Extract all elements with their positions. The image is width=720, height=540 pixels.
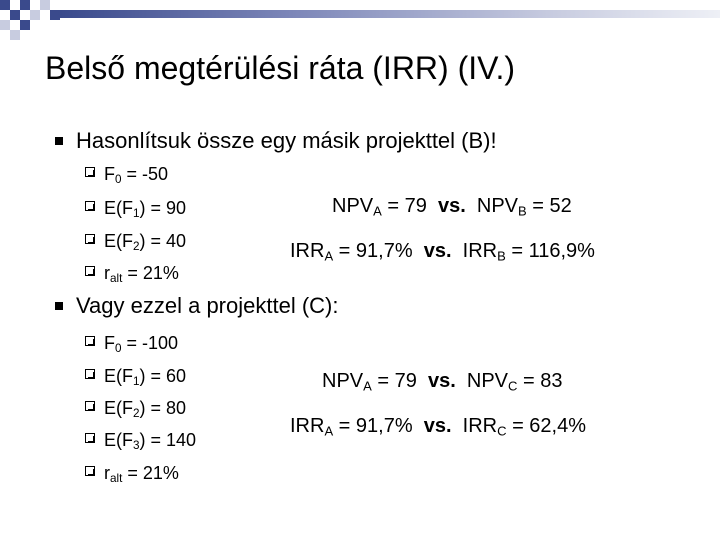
checkbox-bullet-icon (85, 201, 95, 211)
section-b-heading: Hasonlítsuk össze egy másik projekttel (B)! (76, 128, 497, 153)
npv-comparison-b: $NPV_A = 79$ vs. $NPV_B = 52$ (332, 195, 572, 219)
checkbox-bullet-icon (85, 266, 95, 276)
checkbox-bullet-icon (85, 433, 95, 443)
slide-title: Belső megtérülési ráta (IRR) (IV.) (45, 50, 516, 86)
checkbox-bullet-icon (85, 336, 95, 346)
square-bullet-icon (55, 302, 63, 310)
decorative-gradient-bar (60, 10, 720, 18)
irr-comparison-c: $IRR_A = 91,7\%$ vs. $IRR_C = 62,4\%$ (290, 415, 587, 439)
irr-comparison-b: $IRR_A = 91,7\%$ vs. $IRR_B = 116,9\%$ (290, 240, 595, 264)
checkbox-bullet-icon (85, 234, 95, 244)
list-item: $E(F_1) = 60$ (104, 366, 187, 388)
list-item: $r_{alt} = 21\%$ (104, 263, 179, 285)
square-bullet-icon (55, 137, 63, 145)
list-item: $E(F_2) = 80$ (104, 398, 187, 420)
checkbox-bullet-icon (85, 401, 95, 411)
list-item: $E(F_2) = 40$ (104, 231, 187, 253)
checkbox-bullet-icon (85, 167, 95, 177)
list-item: $E(F_1) = 90$ (104, 198, 187, 220)
checkbox-bullet-icon (85, 369, 95, 379)
npv-comparison-c: $NPV_A = 79$ vs. $NPV_C = 83$ (322, 370, 563, 394)
list-item: $r_{alt} = 21\%$ (104, 463, 179, 485)
list-item: $F_0 = -100$ (104, 333, 179, 355)
list-item: $E(F_3) = 140$ (104, 430, 197, 452)
section-c-heading: Vagy ezzel a projekttel (C): (76, 293, 339, 318)
checkbox-bullet-icon (85, 466, 95, 476)
list-item: $F_0 = -50$ (104, 164, 169, 186)
